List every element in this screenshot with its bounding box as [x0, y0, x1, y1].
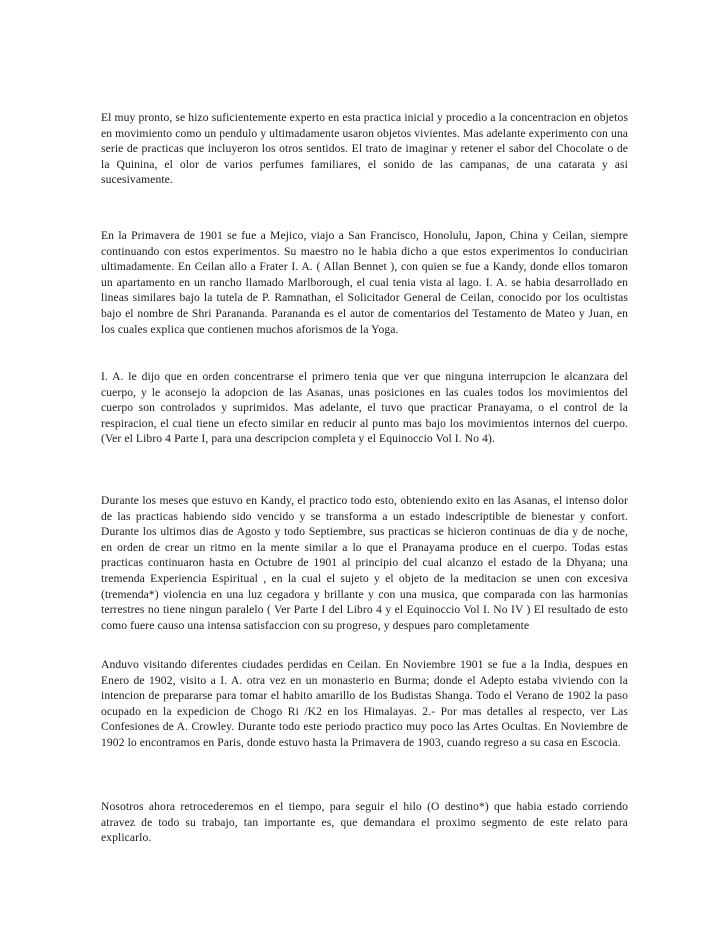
paragraph-6: Nosotros ahora retrocederemos en el tiempo, para seguir el hilo (O destino*) que habia estado corriendo atravez de todo su trabajo, tan importante es, que demandara el proximo segmento de este relato para explicarlo. — [101, 800, 628, 845]
paragraph-2: En la Primavera de 1901 se fue a Mejico, viajo a San Francisco, Honolulu, Japon, China y Ceilan, siempre continuando con estos experimentos. Su maestro no le habia dicho a que estos experimentos lo conducirian ultimadamente. En Ceilan allo a Frater I. A. ( Allan Bennet ), con quien se fue a Kandy, donde ellos tomaron un apartamento en un rancho llamado Marlborough, el cual tenia vista al lago. I. A. se habia desarrollado en lineas similares bajo la tutela de P. Ramnathan, el Solicitador General de Ceilan, conocido por los ocultistas bajo el nombre de Shri Parananda. Parananda es el autor de comentarios del Testamento de Mateo y Juan, en los cuales explica que contienen muchos aforismos de la Yoga. — [101, 229, 628, 336]
paragraph-3: I. A. le dijo que en orden concentrarse el primero tenia que ver que ninguna interrupcion le alcanzara del cuerpo, y le aconsejo la adopcion de las Asanas, unas posiciones en las cuales todos los movimientos del cuerpo son controlados y suprimidos. Mas adelante, el tuvo que practicar Pranayama, o el control de la respiracion, el cual tiene un efecto similar en reducir al punto mas bajo los movimientos internos del cuerpo. (Ver el Libro 4 Parte I, para una descripcion completa y el Equinoccio Vol I. No 4). — [101, 370, 628, 446]
paragraph-4: Durante los meses que estuvo en Kandy, el practico todo esto, obteniendo exito en las Asanas, el intenso dolor de las practicas habiendo sido vencido y se transforma a un estado indescriptible de bienestar y confort. Durante los ultimos dias de Agosto y todo Septiembre, sus practicas se hicieron continuas de dia y de noche, en orden de crear un ritmo en la mente similar a lo que el Pranayama produce en el cuerpo. Todas estas practicas continuaron hasta en Octubre de 1901 al principio del cual alcanzo el estado de la Dhyana; una tremenda Experiencia Espiritual , en la cual el sujeto y el objeto de la meditacion se unen con excesiva (tremenda*) violencia en una luz cegadora y brillante y con una musica, que comparada con las harmonias terrestres no tiene ningun paralelo ( Ver Parte I del Libro 4 y el Equinoccio Vol I. No IV ) El resultado de esto como fuere causo una intensa satisfaccion con su progreso, y despues paro completamente — [101, 494, 628, 632]
paragraph-1: El muy pronto, se hizo suficientemente experto en esta practica inicial y procedio a la concentracion en objetos en movimiento como un pendulo y ultimadamente usaron objetos vivientes. Mas adelante experimento con una serie de practicas que incluyeron los otros sentidos. El trato de imaginar y retener el sabor del Chocolate o de la Quinina, el olor de varios perfumes familiares, el sonido de las campanas, de una catarata y asi sucesivamente. — [101, 111, 628, 187]
paragraph-5: Anduvo visitando diferentes ciudades perdidas en Ceilan. En Noviembre 1901 se fue a la India, despues en Enero de 1902, visito a I. A. otra vez en un monasterio en Burma; donde el Adepto estaba viviendo con la intencion de prepararse para tomar el habito amarillo de los Budistas Shanga. Todo el Verano de 1902 la paso ocupado en la expedicion de Chogo Ri /K2 en los Himalayas. 2.- Por mas detalles al respecto, ver Las Confesiones de A. Crowley. Durante todo este periodo practico muy poco las Artes Ocultas. En Noviembre de 1902 lo encontramos en Paris, donde estuvo hasta la Primavera de 1903, cuando regreso a su casa en Escocia. — [101, 658, 628, 749]
